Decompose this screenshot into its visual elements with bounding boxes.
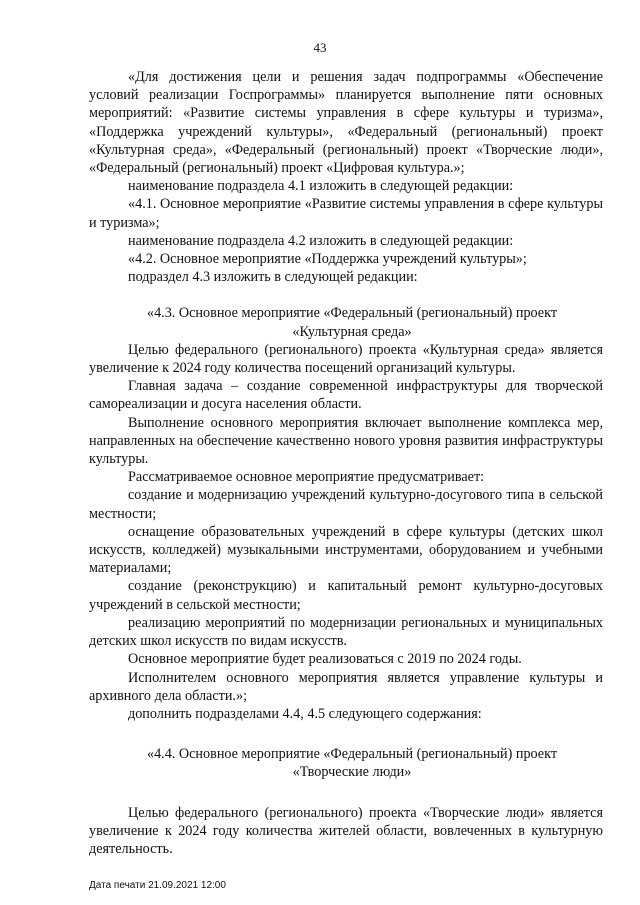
paragraph: оснащение образовательных учреждений в сфере культуры (детских школ искусств, колледжей) музыкальными инструментами, оборудованием и учебными материалами; bbox=[89, 523, 603, 577]
section-heading-4-4-line2: «Творческие люди» bbox=[292, 764, 412, 781]
paragraph: «Для достижения цели и решения задач подпрограммы «Обеспечение условий реализации Госпрограммы» планируется выполнение пяти основных мероприятий: «Развитие системы управления в сфере культуры и туризма», «Поддержка учреждений культуры», «Федеральный (региональный) проект «Культурная среда», «Федеральный (региональный) проект «Творческие люди», «Федеральный (региональный) проект «Цифровая культура.»; bbox=[89, 69, 603, 177]
paragraph: создание (реконструкцию) и капитальный ремонт культурно-досуговых учреждений в сельской местности; bbox=[89, 578, 603, 613]
paragraph: Рассматриваемое основное мероприятие предусматривает: bbox=[128, 469, 485, 486]
paragraph: Целью федерального (регионального) проекта «Творческие люди» является увеличение к 2024 году количества жителей области, вовлеченных в культурную деятельность. bbox=[89, 804, 603, 857]
paragraph: наименование подраздела 4.1 изложить в следующей редакции: bbox=[128, 178, 514, 195]
paragraph: наименование подраздела 4.2 изложить в следующей редакции: bbox=[128, 232, 514, 249]
document-body bbox=[89, 68, 603, 858]
section-heading-4-3-line2: «Культурная среда» bbox=[292, 323, 412, 340]
paragraph: реализацию мероприятий по модернизации региональных и муниципальных детских школ искусств по видам искусств. bbox=[89, 614, 603, 650]
paragraph: Основное мероприятие будет реализоваться с 2019 по 2024 годы. bbox=[128, 651, 522, 668]
paragraph: Целью федерального (регионального) проекта «Культурная среда» является увеличение к 2024 году количества посещений организаций культуры. bbox=[89, 341, 603, 377]
print-date-footer: Дата печати 21.09.2021 12:00 bbox=[89, 880, 226, 891]
paragraph: «4.2. Основное мероприятие «Поддержка учреждений культуры»; bbox=[128, 251, 527, 268]
paragraph: «4.1. Основное мероприятие «Развитие системы управления в сфере культуры и туризма»; bbox=[89, 196, 603, 231]
paragraph: создание и модернизацию учреждений культурно-досугового типа в сельской местности; bbox=[89, 487, 603, 522]
paragraph: Выполнение основного мероприятия включает выполнение комплекса мер, направленных на обеспечение качественно нового уровня развития инфраструктуры культуры. bbox=[89, 414, 603, 468]
section-heading-4-3-line1: «4.3. Основное мероприятие «Федеральный (региональный) проект bbox=[146, 305, 558, 322]
paragraph: Главная задача – создание современной инфраструктуры для творческой самореализации и досуга населения области. bbox=[89, 378, 603, 413]
page-number: 43 bbox=[313, 40, 327, 55]
paragraph: подраздел 4.3 изложить в следующей редакции: bbox=[128, 269, 418, 286]
section-heading-4-4-line1: «4.4. Основное мероприятие «Федеральный (региональный) проект bbox=[146, 746, 558, 763]
paragraph: Исполнителем основного мероприятия является управление культуры и архивного дела области.»; bbox=[89, 669, 603, 704]
paragraph: дополнить подразделами 4.4, 4.5 следующего содержания: bbox=[128, 705, 482, 722]
